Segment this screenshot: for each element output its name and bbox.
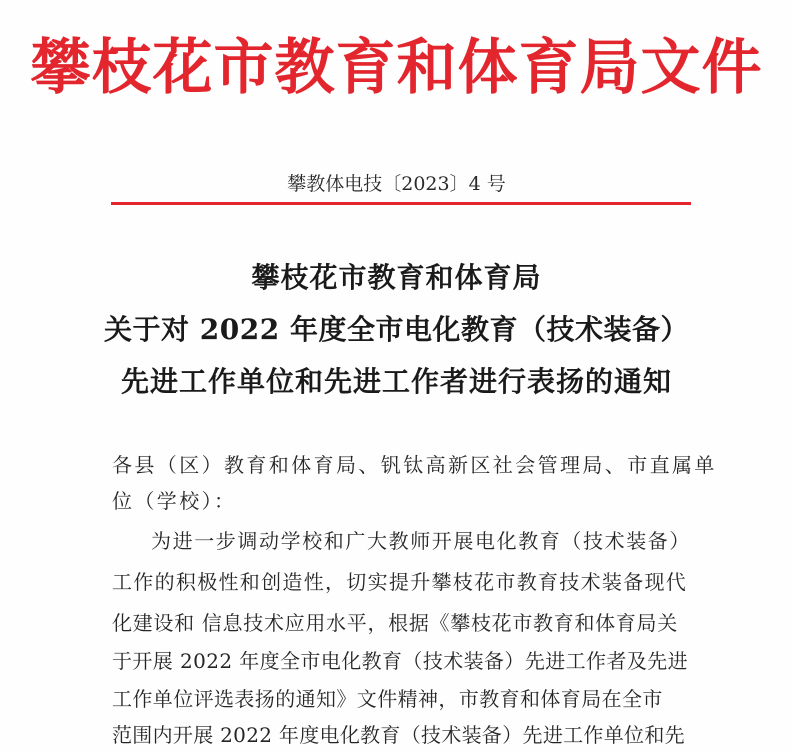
body-line: 化建设和 信息技术应用水平，根据《攀枝花市教育和体育局关 xyxy=(112,611,678,635)
body-line: 各县（区）教育和体育局、钒钛高新区社会管理局、市直属单 xyxy=(112,453,717,477)
document-number: 攀教体电技〔2023〕4 号 xyxy=(287,173,506,195)
body-line: 位（学校）： xyxy=(112,489,237,513)
body-line: 工作单位评选表扬的通知》文件精神，市教育和体育局在全市 xyxy=(112,687,663,711)
notice-title-line-1: 攀枝花市教育和体育局 xyxy=(251,261,542,294)
body-line: 于开展 2022 年度全市电化教育（技术装备）先进工作者及先进 xyxy=(112,649,689,673)
header-divider xyxy=(111,202,691,205)
body-line: 范围内开展 2022 年度电化教育（技术装备）先进工作单位和先 xyxy=(112,723,685,747)
notice-title-line-2: 关于对 2022 年度全市电化教育（技术装备） xyxy=(104,313,689,346)
notice-title-line-3: 先进工作单位和先进工作者进行表扬的通知 xyxy=(120,365,672,398)
document-header-title: 攀枝花市教育和体育局文件 xyxy=(30,33,763,103)
body-line: 工作的积极性和创造性，切实提升攀枝花市教育技术装备现代 xyxy=(112,570,688,594)
body-line: 为进一步调动学校和广大教师开展电化教育（技术装备） xyxy=(151,529,691,553)
